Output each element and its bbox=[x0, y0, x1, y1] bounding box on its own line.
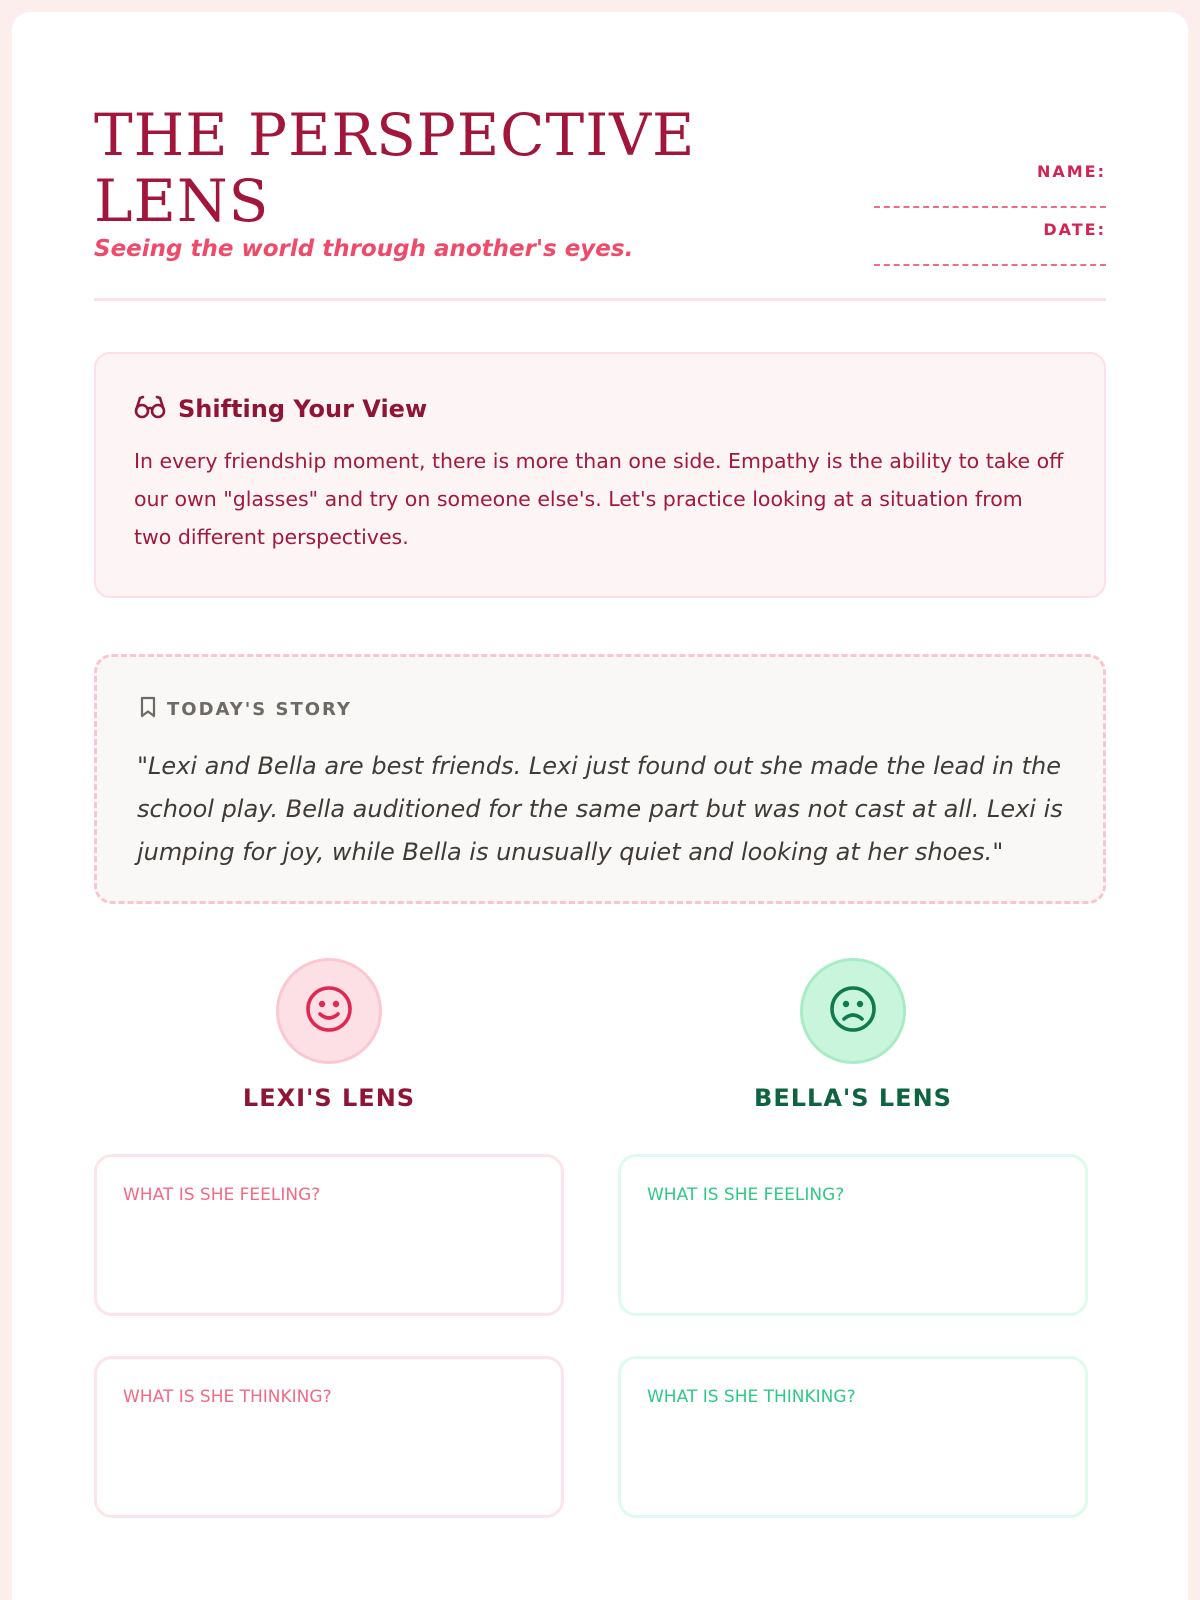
lexi-feeling-prompt: WHAT IS SHE FEELING? bbox=[123, 1185, 321, 1205]
bella-feeling-prompt: WHAT IS SHE FEELING? bbox=[647, 1185, 845, 1205]
lenses-section bbox=[94, 958, 1106, 1518]
bookmark-icon bbox=[137, 695, 159, 723]
bella-lens-title: BELLA'S LENS bbox=[754, 1084, 952, 1112]
lexi-lens-title: LEXI'S LENS bbox=[242, 1084, 416, 1112]
worksheet bbox=[12, 12, 1188, 1600]
bella-lens bbox=[618, 958, 1088, 1518]
smile-face-icon bbox=[303, 983, 355, 1039]
page-title: THE PERSPECTIVE LENS bbox=[94, 101, 696, 235]
worksheet-header bbox=[94, 102, 1106, 302]
header-divider bbox=[94, 298, 1106, 301]
lexi-thinking-box[interactable] bbox=[94, 1356, 564, 1518]
sad-face-icon bbox=[827, 983, 879, 1039]
bella-face bbox=[800, 958, 906, 1064]
lexi-lens bbox=[94, 958, 564, 1518]
date-field[interactable] bbox=[874, 250, 1106, 266]
date-label: DATE: bbox=[1043, 220, 1106, 239]
name-field[interactable] bbox=[874, 192, 1106, 208]
intro-card bbox=[94, 352, 1106, 598]
bella-thinking-prompt: WHAT IS SHE THINKING? bbox=[647, 1387, 856, 1407]
bella-thinking-box[interactable] bbox=[618, 1356, 1088, 1518]
glasses-icon bbox=[134, 394, 166, 424]
lexi-thinking-prompt: WHAT IS SHE THINKING? bbox=[123, 1387, 332, 1407]
intro-heading bbox=[134, 394, 1066, 424]
intro-title: Shifting Your View bbox=[178, 395, 428, 423]
intro-text: In every friendship moment, there is more than one side. Empathy is the ability to take off our own "glasses" and try on someone else's. Let's practice looking at a situation from two different perspectives. bbox=[134, 449, 1064, 549]
lexi-face bbox=[276, 958, 382, 1064]
story-label: TODAY'S STORY bbox=[167, 698, 352, 720]
lexi-feeling-box[interactable] bbox=[94, 1154, 564, 1316]
bella-feeling-box[interactable] bbox=[618, 1154, 1088, 1316]
student-info bbox=[866, 162, 1106, 278]
name-label: NAME: bbox=[1036, 162, 1106, 181]
story-heading bbox=[137, 695, 1063, 723]
story-card bbox=[94, 654, 1106, 904]
page-subtitle: Seeing the world through another's eyes. bbox=[94, 236, 634, 262]
story-text: "Lexi and Bella are best friends. Lexi just found out she made the lead in the school play. Bella auditioned for the same part but was not cast at all. Lexi is jumping for joy, while Bella is unusually quiet and looking at her shoes." bbox=[137, 752, 1063, 866]
